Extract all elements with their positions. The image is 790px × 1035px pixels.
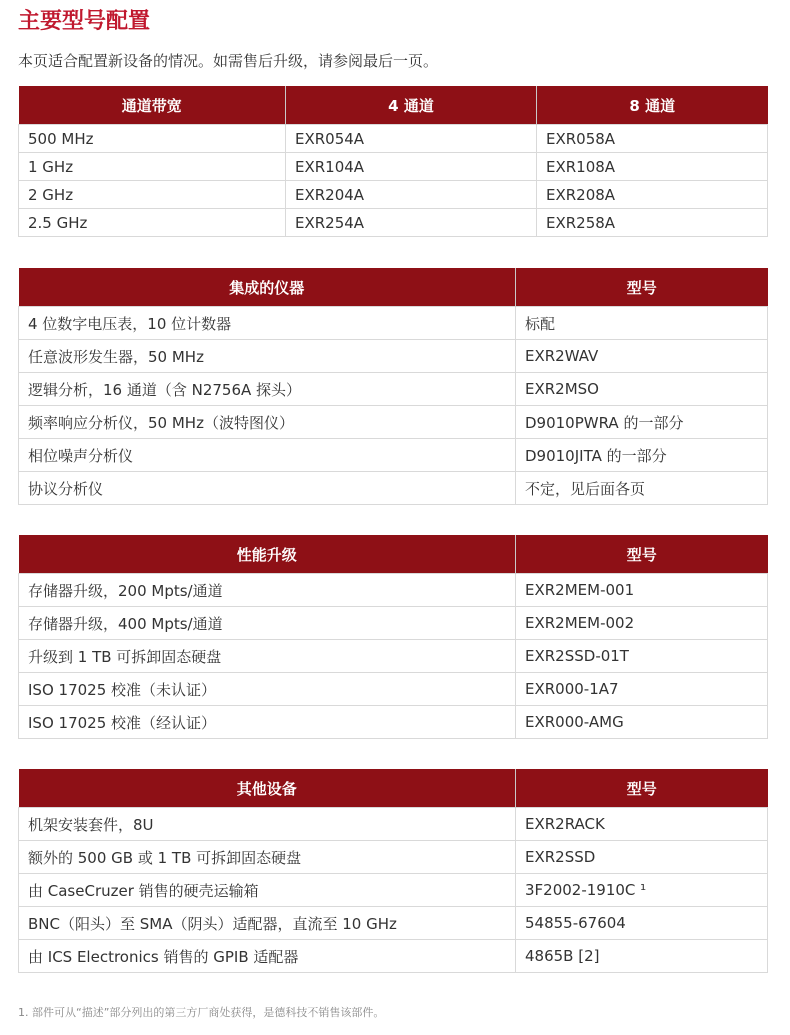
header-8ch: 8 通道 — [537, 86, 768, 125]
integrated-instruments-table — [18, 268, 768, 505]
page-title: 主要型号配置 — [18, 9, 151, 34]
table-cell: 500 MHz — [19, 125, 286, 153]
table-cell: EXR108A — [537, 153, 768, 181]
table-row — [19, 940, 768, 973]
table-row — [19, 307, 768, 340]
table-row — [19, 808, 768, 841]
table-row — [19, 181, 768, 209]
table-cell: 不定，见后面各页 — [516, 472, 768, 505]
table-cell: EXR2MSO — [516, 373, 768, 406]
table-cell: D9010PWRA 的一部分 — [516, 406, 768, 439]
table-header-row — [19, 769, 768, 808]
table-cell: 逻辑分析，16 通道（含 N2756A 探头） — [19, 373, 516, 406]
table-cell: 升级到 1 TB 可拆卸固态硬盘 — [19, 640, 516, 673]
table-cell: EXR054A — [286, 125, 537, 153]
table-cell: EXR2RACK — [516, 808, 768, 841]
table-cell: EXR254A — [286, 209, 537, 237]
table-row — [19, 125, 768, 153]
table-cell: EXR2WAV — [516, 340, 768, 373]
table-row — [19, 907, 768, 940]
header-integrated: 集成的仪器 — [19, 268, 516, 307]
header-4ch: 4 通道 — [286, 86, 537, 125]
table-cell: 4 位数字电压表，10 位计数器 — [19, 307, 516, 340]
table-cell: EXR000-AMG — [516, 706, 768, 739]
footnote: 1. 部件可从“描述”部分列出的第三方厂商处获得，是德科技不销售该部件。 — [18, 1006, 385, 1019]
table-cell: EXR204A — [286, 181, 537, 209]
table-cell: EXR000-1A7 — [516, 673, 768, 706]
table-cell: EXR058A — [537, 125, 768, 153]
header-other: 其他设备 — [19, 769, 516, 808]
table-cell: 存储器升级，200 Mpts/通道 — [19, 574, 516, 607]
table-cell: 1 GHz — [19, 153, 286, 181]
bandwidth-table — [18, 86, 768, 237]
header-performance: 性能升级 — [19, 535, 516, 574]
header-bandwidth: 通道带宽 — [19, 86, 286, 125]
table-cell: EXR2SSD-01T — [516, 640, 768, 673]
table-row — [19, 340, 768, 373]
intro-text: 本页适合配置新设备的情况。如需售后升级，请参阅最后一页。 — [18, 52, 439, 70]
table-row — [19, 153, 768, 181]
table-header-row — [19, 535, 768, 574]
table-cell: EXR208A — [537, 181, 768, 209]
header-model: 型号 — [516, 535, 768, 574]
table-cell: EXR104A — [286, 153, 537, 181]
table-row — [19, 640, 768, 673]
table-header-row — [19, 268, 768, 307]
table-cell: 54855-67604 — [516, 907, 768, 940]
table-row — [19, 874, 768, 907]
table-cell: 存储器升级，400 Mpts/通道 — [19, 607, 516, 640]
table-row — [19, 607, 768, 640]
table-row — [19, 406, 768, 439]
table-header-row — [19, 86, 768, 125]
table-cell: 任意波形发生器，50 MHz — [19, 340, 516, 373]
table-cell: 由 CaseCruzer 销售的硬壳运输箱 — [19, 874, 516, 907]
other-equipment-table — [18, 769, 768, 973]
table-cell: 机架安装套件，8U — [19, 808, 516, 841]
table-row — [19, 472, 768, 505]
table-cell: 额外的 500 GB 或 1 TB 可拆卸固态硬盘 — [19, 841, 516, 874]
table-cell: EXR258A — [537, 209, 768, 237]
table-cell: EXR2MEM-002 — [516, 607, 768, 640]
table-cell: EXR2SSD — [516, 841, 768, 874]
table-cell: 标配 — [516, 307, 768, 340]
table-cell: 4865B [2] — [516, 940, 768, 973]
header-model: 型号 — [516, 268, 768, 307]
table-row — [19, 439, 768, 472]
table-row — [19, 574, 768, 607]
table-cell: ISO 17025 校准（经认证） — [19, 706, 516, 739]
table-row — [19, 673, 768, 706]
table-cell: 相位噪声分析仪 — [19, 439, 516, 472]
table-cell: 2 GHz — [19, 181, 286, 209]
header-model: 型号 — [516, 769, 768, 808]
table-cell: 协议分析仪 — [19, 472, 516, 505]
table-cell: 2.5 GHz — [19, 209, 286, 237]
table-row — [19, 841, 768, 874]
table-row — [19, 209, 768, 237]
table-row — [19, 373, 768, 406]
table-cell: ISO 17025 校准（未认证） — [19, 673, 516, 706]
table-cell: BNC（阳头）至 SMA（阴头）适配器，直流至 10 GHz — [19, 907, 516, 940]
performance-upgrades-table — [18, 535, 768, 739]
table-cell: 由 ICS Electronics 销售的 GPIB 适配器 — [19, 940, 516, 973]
table-cell: EXR2MEM-001 — [516, 574, 768, 607]
table-row — [19, 706, 768, 739]
table-cell: 频率响应分析仪，50 MHz（波特图仪） — [19, 406, 516, 439]
table-cell: 3F2002-1910C ¹ — [516, 874, 768, 907]
table-cell: D9010JITA 的一部分 — [516, 439, 768, 472]
